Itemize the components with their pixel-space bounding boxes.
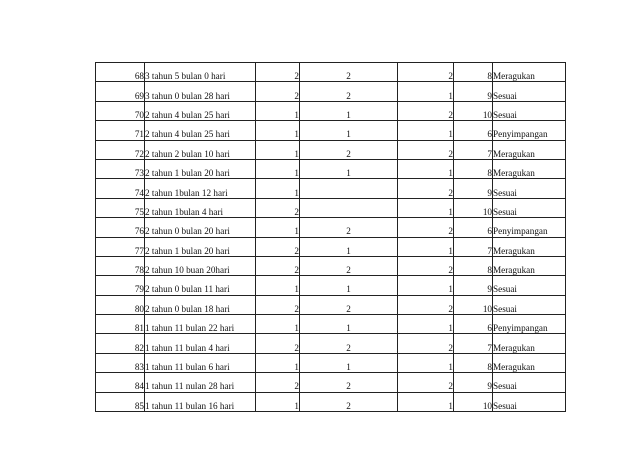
score-2-cell: 2 [300, 256, 398, 275]
row-number-cell: 81 [96, 315, 145, 334]
category-cell: Penyimpangan [493, 218, 566, 237]
score-3-cell: 1 [398, 353, 454, 372]
score-1-cell: 2 [256, 373, 300, 392]
category-cell: Sesuai [493, 82, 566, 101]
table-row [96, 295, 566, 314]
score-3-cell: 2 [398, 179, 454, 198]
score-1-cell: 1 [256, 179, 300, 198]
score-2-cell [300, 179, 398, 198]
score-2-cell: 1 [300, 237, 398, 256]
category-cell: Meragukan [493, 237, 566, 256]
age-cell: 1 tahun 11 bulan 4 hari [145, 334, 256, 353]
age-cell: 2 tahun 0 bulan 20 hari [145, 218, 256, 237]
total-cell: 10 [454, 295, 493, 314]
row-number-cell: 77 [96, 237, 145, 256]
score-2-cell: 2 [300, 218, 398, 237]
total-cell: 9 [454, 373, 493, 392]
score-2-cell: 2 [300, 392, 398, 411]
table-body [96, 63, 566, 412]
score-1-cell: 1 [256, 140, 300, 159]
category-cell: Sesuai [493, 392, 566, 411]
row-number-cell: 71 [96, 121, 145, 140]
score-3-cell: 2 [398, 101, 454, 120]
row-number-cell: 83 [96, 353, 145, 372]
table-row [96, 140, 566, 159]
row-number-cell: 72 [96, 140, 145, 159]
score-2-cell [300, 198, 398, 217]
row-number-cell: 75 [96, 198, 145, 217]
row-number-cell: 76 [96, 218, 145, 237]
score-3-cell: 1 [398, 159, 454, 178]
age-cell: 2 tahun 4 bulan 25 hari [145, 121, 256, 140]
category-cell: Sesuai [493, 373, 566, 392]
table-row [96, 159, 566, 178]
age-cell: 2 tahun 1 bulan 20 hari [145, 237, 256, 256]
category-cell: Meragukan [493, 353, 566, 372]
score-3-cell: 1 [398, 82, 454, 101]
score-2-cell: 1 [300, 276, 398, 295]
category-cell: Meragukan [493, 63, 566, 82]
table-row [96, 218, 566, 237]
total-cell: 6 [454, 121, 493, 140]
category-cell: Penyimpangan [493, 315, 566, 334]
total-cell: 9 [454, 82, 493, 101]
total-cell: 9 [454, 179, 493, 198]
score-1-cell: 1 [256, 218, 300, 237]
row-number-cell: 85 [96, 392, 145, 411]
table-row [96, 353, 566, 372]
row-number-cell: 84 [96, 373, 145, 392]
table-row [96, 121, 566, 140]
score-1-cell: 1 [256, 276, 300, 295]
total-cell: 6 [454, 218, 493, 237]
total-cell: 6 [454, 315, 493, 334]
table-row [96, 63, 566, 82]
score-3-cell: 1 [398, 237, 454, 256]
age-cell: 2 tahun 0 bulan 18 hari [145, 295, 256, 314]
total-cell: 10 [454, 101, 493, 120]
score-3-cell: 2 [398, 295, 454, 314]
total-cell: 8 [454, 63, 493, 82]
age-cell: 3 tahun 0 bulan 28 hari [145, 82, 256, 101]
score-1-cell: 2 [256, 295, 300, 314]
score-3-cell: 2 [398, 373, 454, 392]
score-1-cell: 1 [256, 121, 300, 140]
age-cell: 1 tahun 11 bulan 22 hari [145, 315, 256, 334]
score-2-cell: 1 [300, 315, 398, 334]
score-1-cell: 1 [256, 392, 300, 411]
score-2-cell: 2 [300, 140, 398, 159]
table-row [96, 276, 566, 295]
score-1-cell: 2 [256, 198, 300, 217]
data-table [95, 62, 566, 412]
total-cell: 8 [454, 353, 493, 372]
score-3-cell: 1 [398, 315, 454, 334]
score-1-cell: 1 [256, 159, 300, 178]
total-cell: 7 [454, 237, 493, 256]
age-cell: 2 tahun 1bulan 4 hari [145, 198, 256, 217]
row-number-cell: 78 [96, 256, 145, 275]
total-cell: 8 [454, 159, 493, 178]
age-cell: 2 tahun 4 bulan 25 hari [145, 101, 256, 120]
table-row [96, 237, 566, 256]
category-cell: Sesuai [493, 295, 566, 314]
score-1-cell: 2 [256, 237, 300, 256]
category-cell: Meragukan [493, 140, 566, 159]
category-cell: Meragukan [493, 334, 566, 353]
row-number-cell: 80 [96, 295, 145, 314]
score-2-cell: 2 [300, 82, 398, 101]
category-cell: Penyimpangan [493, 121, 566, 140]
score-3-cell: 1 [398, 276, 454, 295]
score-2-cell: 2 [300, 373, 398, 392]
age-cell: 2 tahun 10 buan 20hari [145, 256, 256, 275]
score-1-cell: 2 [256, 256, 300, 275]
table-row [96, 82, 566, 101]
score-2-cell: 2 [300, 334, 398, 353]
score-2-cell: 1 [300, 159, 398, 178]
score-3-cell: 2 [398, 140, 454, 159]
row-number-cell: 69 [96, 82, 145, 101]
row-number-cell: 70 [96, 101, 145, 120]
age-cell: 1 tahun 11 bulan 16 hari [145, 392, 256, 411]
score-1-cell: 1 [256, 101, 300, 120]
score-2-cell: 2 [300, 295, 398, 314]
score-1-cell: 2 [256, 82, 300, 101]
row-number-cell: 74 [96, 179, 145, 198]
category-cell: Sesuai [493, 276, 566, 295]
score-2-cell: 1 [300, 353, 398, 372]
score-3-cell: 2 [398, 63, 454, 82]
score-3-cell: 2 [398, 334, 454, 353]
score-3-cell: 2 [398, 256, 454, 275]
table-row [96, 373, 566, 392]
score-3-cell: 1 [398, 392, 454, 411]
age-cell: 2 tahun 0 bulan 11 hari [145, 276, 256, 295]
score-1-cell: 1 [256, 353, 300, 372]
total-cell: 10 [454, 392, 493, 411]
score-1-cell: 1 [256, 315, 300, 334]
score-2-cell: 1 [300, 101, 398, 120]
score-2-cell: 2 [300, 63, 398, 82]
row-number-cell: 79 [96, 276, 145, 295]
table-row [96, 256, 566, 275]
total-cell: 10 [454, 198, 493, 217]
table-row [96, 334, 566, 353]
category-cell: Sesuai [493, 198, 566, 217]
total-cell: 7 [454, 334, 493, 353]
score-1-cell: 2 [256, 334, 300, 353]
age-cell: 2 tahun 1 bulan 20 hari [145, 159, 256, 178]
category-cell: Meragukan [493, 159, 566, 178]
age-cell: 2 tahun 2 bulan 10 hari [145, 140, 256, 159]
row-number-cell: 73 [96, 159, 145, 178]
score-3-cell: 2 [398, 218, 454, 237]
table-row [96, 392, 566, 411]
age-cell: 1 tahun 11 nulan 28 hari [145, 373, 256, 392]
total-cell: 8 [454, 256, 493, 275]
row-number-cell: 82 [96, 334, 145, 353]
table-row [96, 101, 566, 120]
score-3-cell: 1 [398, 121, 454, 140]
category-cell: Sesuai [493, 101, 566, 120]
category-cell: Sesuai [493, 179, 566, 198]
category-cell: Meragukan [493, 256, 566, 275]
table-row [96, 198, 566, 217]
score-3-cell: 1 [398, 198, 454, 217]
score-1-cell: 2 [256, 63, 300, 82]
age-cell: 2 tahun 1bulan 12 hari [145, 179, 256, 198]
total-cell: 7 [454, 140, 493, 159]
row-number-cell: 68 [96, 63, 145, 82]
total-cell: 9 [454, 276, 493, 295]
table-row [96, 315, 566, 334]
age-cell: 1 tahun 11 bulan 6 hari [145, 353, 256, 372]
table-row [96, 179, 566, 198]
score-2-cell: 1 [300, 121, 398, 140]
age-cell: 3 tahun 5 bulan 0 hari [145, 63, 256, 82]
